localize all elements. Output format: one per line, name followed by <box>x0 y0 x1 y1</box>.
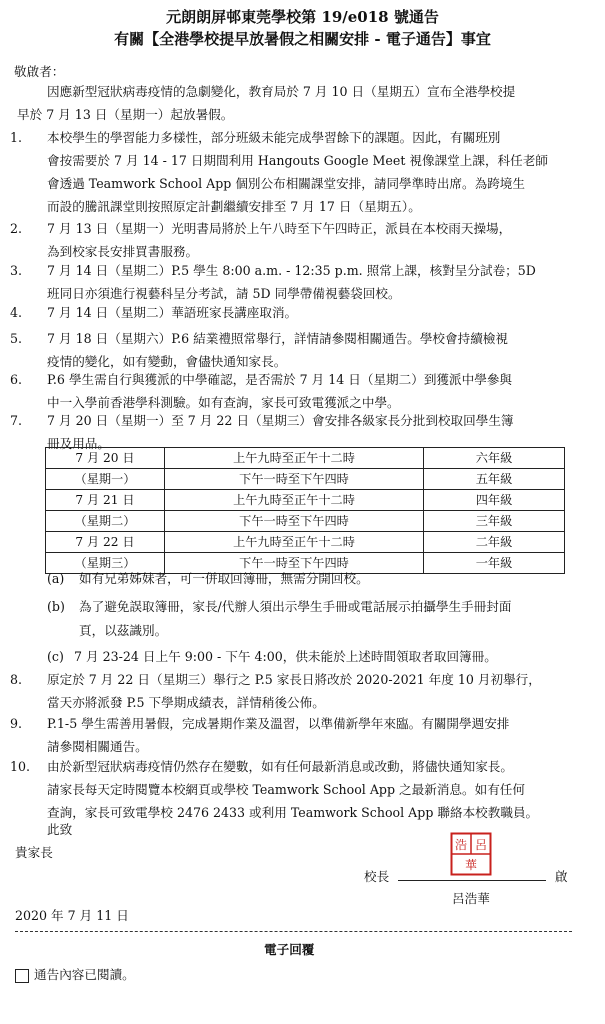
signature-end: 啟 <box>555 869 568 884</box>
greeting: 敬啟者： <box>14 64 65 79</box>
time-cell: 上午九時至正午十二時 <box>165 448 424 469</box>
table-row <box>46 490 565 511</box>
grade-cell: 四年級 <box>424 490 565 511</box>
item-9 <box>47 712 567 758</box>
item-5 <box>47 327 567 373</box>
date-cell: 7 月 22 日 <box>46 532 165 553</box>
grade-cell: 二年級 <box>424 532 565 553</box>
svg-text:浩: 浩 <box>454 838 468 852</box>
read-confirm-checkbox[interactable] <box>15 969 29 983</box>
note-label: (c) <box>47 649 64 664</box>
notice-subtitle: 有關【全港學校提早放暑假之相關安排 - 電子通告】事宜 <box>114 30 491 48</box>
notice-title: 元朗朗屏邨東莞學校第 19/e018 號通告 <box>166 8 439 26</box>
item-line: 會透過 Teamwork School App 個別公布相關課堂安排，請同學準時出席。為跨境生 <box>47 176 525 191</box>
item-line: 原定於 7 月 22 日（星期三）舉行之 P.5 家長日將改於 2020-2021 年度 10 月初舉行， <box>47 672 541 687</box>
read-confirm-label[interactable]: 通告內容已閱讀。 <box>34 967 135 982</box>
item-line: 7 月 13 日（星期一）光明書局將於上午八時至下午四時正，派員在本校雨天操場， <box>47 221 512 236</box>
item-line: P.1-5 學生需善用暑假，完成暑期作業及溫習，以準備新學年來臨。有關開學週安排 <box>47 716 510 731</box>
item-line: P.6 學生需自行與獲派的中學確認，是否需於 7 月 14 日（星期二）到獲派中學參與 <box>47 372 512 387</box>
time-cell: 下午一時至下午四時 <box>165 553 424 574</box>
item-line: 會按需要於 7 月 14 - 17 日期間利用 Hangouts Google Meet 視像課堂上課，科任老師 <box>47 153 548 168</box>
item-line: 中一入學前香港學科測驗。如有查詢，家長可致電獲派之中學。 <box>47 395 400 410</box>
item-line: 7 月 14 日（星期二）華語班家長講座取消。 <box>47 305 298 320</box>
item-line: 請家長每天定時閱覽本校網頁或學校 Teamwork School App 之最新消息。如有任何 <box>47 782 525 797</box>
principal-name: 呂浩華 <box>452 891 490 906</box>
time-cell: 下午一時至下午四時 <box>165 469 424 490</box>
table-row <box>46 532 565 553</box>
grade-cell: 一年級 <box>424 553 565 574</box>
item-number: 7. <box>10 413 23 428</box>
signature-role: 校長 <box>364 869 390 884</box>
note-text: 頁，以茲識別。 <box>79 623 168 638</box>
intro-line: 因應新型冠狀病毒疫情的急劇變化，教育局於 7 月 10 日（星期五）宣布全港學校提 <box>47 84 516 99</box>
item-line: 請參閱相關通告。 <box>47 739 148 754</box>
weekday-cell: （星期二） <box>46 511 165 532</box>
item-line: 本校學生的學習能力多樣性，部分班級未能完成學習餘下的課題。因此，有關班別 <box>47 130 501 145</box>
item-line: 查詢，家長可致電學校 2476 2433 或利用 Teamwork School App 聯絡本校教職員。 <box>47 805 539 820</box>
reply-title: 電子回覆 <box>264 942 315 957</box>
item-number: 6. <box>10 372 23 387</box>
table-row <box>46 511 565 532</box>
item-line: 為到校家長安排買書服務。 <box>47 244 199 259</box>
item-number: 8. <box>10 672 23 687</box>
item-line: 冊及用品。 <box>47 436 110 451</box>
grade-cell: 五年級 <box>424 469 565 490</box>
note-label: (a) <box>47 571 65 586</box>
table-row <box>46 469 565 490</box>
date-cell: 7 月 20 日 <box>46 448 165 469</box>
date-cell: 7 月 21 日 <box>46 490 165 511</box>
item-6 <box>47 368 567 414</box>
note-text: 如有兄弟姊妹者，可一併取回簿冊，無需分開回校。 <box>79 571 369 586</box>
item-2 <box>47 217 567 263</box>
grade-cell: 六年級 <box>424 448 565 469</box>
table-row <box>46 448 565 469</box>
item-number: 3. <box>10 263 23 278</box>
time-cell: 下午一時至下午四時 <box>165 511 424 532</box>
collection-schedule-table <box>45 447 565 574</box>
grade-cell: 三年級 <box>424 511 565 532</box>
item-number: 2. <box>10 221 23 236</box>
item-10 <box>47 755 567 824</box>
item-3 <box>47 259 567 305</box>
intro-paragraph-cont <box>17 103 577 126</box>
item-line: 疫情的變化，如有變動，會儘快通知家長。 <box>47 354 287 369</box>
item-line: 班同日亦須進行視藝科呈分考試，請 5D 同學帶備視藝袋回校。 <box>47 286 401 301</box>
item-8 <box>47 668 567 714</box>
svg-text:華: 華 <box>464 858 478 872</box>
note-label: (b) <box>47 599 65 614</box>
time-cell: 上午九時至正午十二時 <box>165 532 424 553</box>
intro-line: 早於 7 月 13 日（星期一）起放暑假。 <box>17 107 234 122</box>
item-1 <box>47 126 567 218</box>
note-text: 為了避免誤取簿冊，家長/代辦人須出示學生手冊或電話展示拍攝學生手冊封面 <box>79 599 512 614</box>
item-number: 4. <box>10 305 23 320</box>
item-line: 7 月 18 日（星期六）P.6 結業禮照常舉行，詳情請參閱相關通告。學校會持續檢視 <box>47 331 508 346</box>
item-line: 由於新型冠狀病毒疫情仍然存在變數，如有任何最新消息或改動，將儘快通知家長。 <box>47 759 513 774</box>
svg-text:呂: 呂 <box>474 838 488 852</box>
principal-seal <box>450 832 492 876</box>
item-number: 10. <box>10 759 31 774</box>
item-line: 當天亦將派發 P.5 下學期成績表，詳情稍後公佈。 <box>47 695 325 710</box>
item-number: 9. <box>10 716 23 731</box>
item-4 <box>47 301 567 324</box>
notice-date: 2020 年 7 月 11 日 <box>15 908 129 923</box>
item-line: 7 月 20 日（星期一）至 7 月 22 日（星期三）會安排各級家長分批到校取回學生簿 <box>47 413 514 428</box>
weekday-cell: （星期三） <box>46 553 165 574</box>
intro-paragraph <box>47 80 577 103</box>
closing: 此致 <box>47 822 73 837</box>
item-line: 而設的騰訊課堂則按照原定計劃繼續安排至 7 月 17 日（星期五）。 <box>47 199 421 214</box>
note-text: 7 月 23-24 日上午 9:00 - 下午 4:00，供未能於上述時間領取者取回簿冊。 <box>74 649 497 664</box>
time-cell: 上午九時至正午十二時 <box>165 490 424 511</box>
weekday-cell: （星期一） <box>46 469 165 490</box>
addressee: 貴家長 <box>15 845 53 860</box>
signature-line <box>398 880 546 881</box>
item-number: 1. <box>10 130 23 145</box>
item-number: 5. <box>10 331 23 346</box>
item-line: 7 月 14 日（星期二）P.5 學生 8:00 a.m. - 12:35 p.m. 照常上課，核對呈分試卷；5D <box>47 263 536 278</box>
tear-line <box>15 931 572 932</box>
